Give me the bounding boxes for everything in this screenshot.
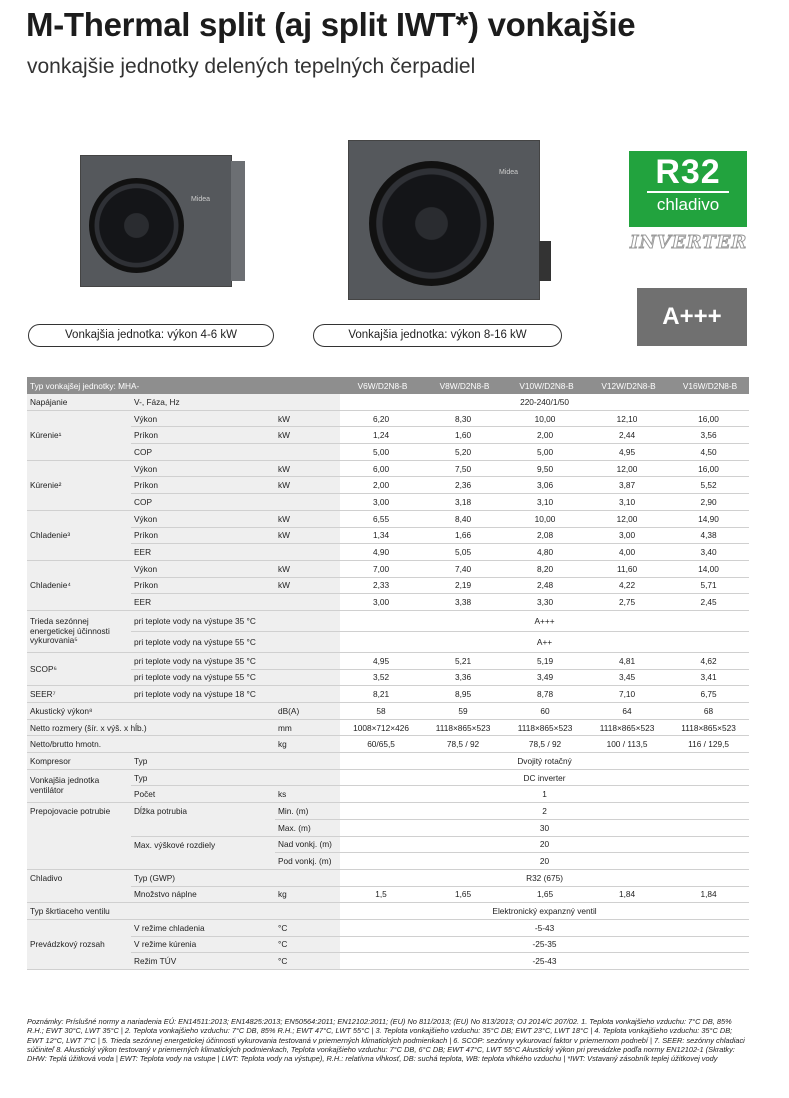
cell-value: 8,30 bbox=[422, 410, 504, 427]
cell-value: 12,00 bbox=[586, 460, 668, 477]
cell-value: 68 bbox=[668, 703, 749, 720]
table-row bbox=[27, 594, 749, 611]
table-row bbox=[27, 769, 749, 786]
cell-value: 2,00 bbox=[340, 477, 422, 494]
cell-value: 6,20 bbox=[340, 410, 422, 427]
table-row bbox=[27, 427, 749, 444]
row-param: pri teplote vody na výstupe 35 °C bbox=[131, 610, 340, 631]
row-param: Príkon bbox=[131, 477, 275, 494]
table-row bbox=[27, 410, 749, 427]
row-param: pri teplote vody na výstupe 18 °C bbox=[131, 686, 340, 703]
table-row bbox=[27, 460, 749, 477]
outdoor-unit-small-image bbox=[80, 155, 232, 287]
row-unit: kW bbox=[275, 460, 340, 477]
table-row bbox=[27, 544, 749, 561]
cell-value: 1118×865×523 bbox=[504, 719, 586, 736]
table-row bbox=[27, 953, 749, 970]
cell-value: 4,95 bbox=[340, 652, 422, 669]
row-label: Napájanie bbox=[27, 394, 131, 410]
row-unit: dB(A) bbox=[275, 703, 340, 720]
cell-value: 3,00 bbox=[586, 527, 668, 544]
cell-value: 4,62 bbox=[668, 652, 749, 669]
unit-side-panel bbox=[539, 241, 551, 281]
cell-value: 4,80 bbox=[504, 544, 586, 561]
table-row bbox=[27, 686, 749, 703]
row-label: Chladenie³ bbox=[27, 510, 131, 560]
row-value: 20 bbox=[340, 836, 749, 853]
row-unit bbox=[275, 594, 340, 611]
table-row bbox=[27, 527, 749, 544]
row-unit: kW bbox=[275, 577, 340, 594]
row-value: 20 bbox=[340, 853, 749, 870]
row-label: SCOP⁶ bbox=[27, 652, 131, 685]
cell-value: 3,38 bbox=[422, 594, 504, 611]
row-param: V režime chladenia bbox=[131, 919, 275, 936]
row-unit bbox=[275, 494, 340, 511]
cell-value: 4,95 bbox=[586, 444, 668, 461]
row-param: Výkon bbox=[131, 410, 275, 427]
row-unit bbox=[275, 544, 340, 561]
page-subtitle: vonkajšie jednotky delených tepelných čerpadiel bbox=[27, 55, 476, 78]
row-label: Chladenie⁴ bbox=[27, 560, 131, 610]
cell-value: 1,60 bbox=[422, 427, 504, 444]
cell-value: 1118×865×523 bbox=[668, 719, 749, 736]
row-value: DC inverter bbox=[340, 769, 749, 786]
row-unit: kW bbox=[275, 527, 340, 544]
cell-value: 5,19 bbox=[504, 652, 586, 669]
cell-value: 3,10 bbox=[586, 494, 668, 511]
cell-value: 64 bbox=[586, 703, 668, 720]
table-row bbox=[27, 786, 749, 803]
cell-value: 59 bbox=[422, 703, 504, 720]
row-unit: kW bbox=[275, 510, 340, 527]
caption-small-unit: Vonkajšia jednotka: výkon 4-6 kW bbox=[28, 324, 274, 347]
row-label: Kúrenie¹ bbox=[27, 410, 131, 460]
cell-value: 3,30 bbox=[504, 594, 586, 611]
table-row bbox=[27, 631, 749, 652]
table-row bbox=[27, 394, 749, 410]
cell-value: 12,00 bbox=[586, 510, 668, 527]
cell-value: 1118×865×523 bbox=[422, 719, 504, 736]
cell-value: 4,22 bbox=[586, 577, 668, 594]
cell-value: 3,45 bbox=[586, 669, 668, 686]
row-value: Dvojitý rotačný bbox=[340, 753, 749, 770]
row-param: Dĺžka potrubia bbox=[131, 803, 275, 836]
table-row bbox=[27, 652, 749, 669]
row-param: V-, Fáza, Hz bbox=[131, 394, 340, 410]
row-unit: Min. (m) bbox=[275, 803, 340, 820]
cell-value: 11,60 bbox=[586, 560, 668, 577]
row-unit: kW bbox=[275, 560, 340, 577]
cell-value: 8,40 bbox=[422, 510, 504, 527]
cell-value: 1,84 bbox=[586, 886, 668, 903]
r32-refrigerant-badge bbox=[629, 151, 747, 227]
cell-value: 1,5 bbox=[340, 886, 422, 903]
caption-large-unit: Vonkajšia jednotka: výkon 8-16 kW bbox=[313, 324, 562, 347]
cell-value: 2,75 bbox=[586, 594, 668, 611]
cell-value: 1008×712×426 bbox=[340, 719, 422, 736]
row-value: R32 (675) bbox=[340, 869, 749, 886]
row-unit: °C bbox=[275, 953, 340, 970]
table-row bbox=[27, 494, 749, 511]
row-unit: °C bbox=[275, 919, 340, 936]
row-param: Typ (GWP) bbox=[131, 869, 340, 886]
cell-value: 2,90 bbox=[668, 494, 749, 511]
cell-value: 100 / 113,5 bbox=[586, 736, 668, 753]
cell-value: 7,10 bbox=[586, 686, 668, 703]
cell-value: 5,71 bbox=[668, 577, 749, 594]
row-unit: ks bbox=[275, 786, 340, 803]
cell-value: 78,5 / 92 bbox=[422, 736, 504, 753]
row-label: Vonkajšia jednotka ventilátor bbox=[27, 769, 131, 802]
row-param: COP bbox=[131, 494, 275, 511]
row-param: EER bbox=[131, 594, 275, 611]
row-param: Typ bbox=[131, 769, 340, 786]
table-row bbox=[27, 444, 749, 461]
cell-value: 3,00 bbox=[340, 494, 422, 511]
row-param: Max. výškové rozdiely bbox=[131, 836, 275, 869]
table-row bbox=[27, 736, 749, 753]
row-unit: Nad vonkj. (m) bbox=[275, 836, 340, 853]
table-row bbox=[27, 560, 749, 577]
cell-value: 5,00 bbox=[340, 444, 422, 461]
cell-value: 8,78 bbox=[504, 686, 586, 703]
row-unit: kW bbox=[275, 427, 340, 444]
row-value: -25-43 bbox=[340, 953, 749, 970]
header-model: V12W/D2N8-B bbox=[586, 377, 668, 394]
cell-value: 1,84 bbox=[668, 886, 749, 903]
cell-value: 3,00 bbox=[340, 594, 422, 611]
cell-value: 4,90 bbox=[340, 544, 422, 561]
cell-value: 16,00 bbox=[668, 410, 749, 427]
row-value: A+++ bbox=[340, 610, 749, 631]
cell-value: 3,41 bbox=[668, 669, 749, 686]
row-unit: Max. (m) bbox=[275, 819, 340, 836]
row-unit: kW bbox=[275, 410, 340, 427]
cell-value: 5,21 bbox=[422, 652, 504, 669]
cell-value: 60 bbox=[504, 703, 586, 720]
row-param: Typ bbox=[131, 753, 340, 770]
table-row bbox=[27, 869, 749, 886]
row-unit: mm bbox=[275, 719, 340, 736]
table-row bbox=[27, 703, 749, 720]
cell-value: 12,10 bbox=[586, 410, 668, 427]
fan-icon bbox=[369, 161, 494, 286]
cell-value: 78,5 / 92 bbox=[504, 736, 586, 753]
row-value: 220-240/1/50 bbox=[340, 394, 749, 410]
header-model: V8W/D2N8-B bbox=[422, 377, 504, 394]
cell-value: 16,00 bbox=[668, 460, 749, 477]
cell-value: 5,00 bbox=[504, 444, 586, 461]
cell-value: 5,05 bbox=[422, 544, 504, 561]
cell-value: 2,33 bbox=[340, 577, 422, 594]
row-label: Chladivo bbox=[27, 869, 131, 902]
table-row bbox=[27, 919, 749, 936]
cell-value: 1,24 bbox=[340, 427, 422, 444]
cell-value: 14,90 bbox=[668, 510, 749, 527]
unit-side-panel bbox=[231, 161, 245, 281]
row-value: -25-35 bbox=[340, 936, 749, 953]
cell-value: 6,55 bbox=[340, 510, 422, 527]
cell-value: 58 bbox=[340, 703, 422, 720]
row-param: Počet bbox=[131, 786, 275, 803]
row-param: pri teplote vody na výstupe 55 °C bbox=[131, 669, 340, 686]
cell-value: 2,45 bbox=[668, 594, 749, 611]
row-unit: °C bbox=[275, 936, 340, 953]
row-param: Množstvo náplne bbox=[131, 886, 275, 903]
row-param: EER bbox=[131, 544, 275, 561]
cell-value: 4,38 bbox=[668, 527, 749, 544]
cell-value: 4,50 bbox=[668, 444, 749, 461]
table-row bbox=[27, 610, 749, 631]
row-label: Prevádzkový rozsah bbox=[27, 919, 131, 969]
cell-value: 1,65 bbox=[504, 886, 586, 903]
table-row bbox=[27, 753, 749, 770]
refrigerant-label: chladivo bbox=[656, 195, 720, 214]
cell-value: 3,56 bbox=[668, 427, 749, 444]
row-label: Kúrenie² bbox=[27, 460, 131, 510]
cell-value: 2,19 bbox=[422, 577, 504, 594]
row-value: Elektronický expanzný ventil bbox=[340, 903, 749, 920]
r32-label: R32 bbox=[647, 153, 729, 193]
cell-value: 2,08 bbox=[504, 527, 586, 544]
table-row bbox=[27, 886, 749, 903]
energy-class-badge: A+++ bbox=[637, 288, 747, 346]
cell-value: 4,00 bbox=[586, 544, 668, 561]
table-row bbox=[27, 903, 749, 920]
row-value: 1 bbox=[340, 786, 749, 803]
cell-value: 3,52 bbox=[340, 669, 422, 686]
fan-icon bbox=[89, 178, 184, 273]
cell-value: 1,66 bbox=[422, 527, 504, 544]
cell-value: 8,21 bbox=[340, 686, 422, 703]
row-param: Výkon bbox=[131, 460, 275, 477]
table-row bbox=[27, 836, 749, 853]
row-unit: kg bbox=[275, 736, 340, 753]
cell-value: 1,34 bbox=[340, 527, 422, 544]
cell-value: 10,00 bbox=[504, 410, 586, 427]
table-row bbox=[27, 477, 749, 494]
inverter-logo: INVERTER bbox=[630, 232, 748, 253]
row-param: Výkon bbox=[131, 510, 275, 527]
brand-logo: Midea bbox=[191, 196, 211, 203]
row-param: Výkon bbox=[131, 560, 275, 577]
row-param: Príkon bbox=[131, 577, 275, 594]
cell-value: 60/65,5 bbox=[340, 736, 422, 753]
row-unit: Pod vonkj. (m) bbox=[275, 853, 340, 870]
row-unit: kg bbox=[275, 886, 340, 903]
cell-value: 14,00 bbox=[668, 560, 749, 577]
cell-value: 6,75 bbox=[668, 686, 749, 703]
row-label: Netto/brutto hmotn. bbox=[27, 736, 275, 753]
row-param: pri teplote vody na výstupe 55 °C bbox=[131, 631, 340, 652]
cell-value: 4,81 bbox=[586, 652, 668, 669]
cell-value: 7,50 bbox=[422, 460, 504, 477]
row-value: A++ bbox=[340, 631, 749, 652]
table-row bbox=[27, 669, 749, 686]
row-param: Príkon bbox=[131, 527, 275, 544]
footnotes: Poznámky: Príslušné normy a nariadenia EÚ: EN14511:2013; EN14825:2013; EN50564:2011; EN12102:2011; (EU) No 811/2013; (EU) No 813/2013; OJ 2014/C 207/02. 1. Teplota vonkajšieho vzduchu: 7°C DB, 85% R.H.; EWT 30°C, LWT 35°C | 2. Teplota vonkajšieho vzduchu: 7°C DB, 85% R.H.; EWT 47°C, LWT 55°C | 3. Teplota vonkajšieho vzduchu: 35°C DB; EWT 23°C, LWT 18°C | 4. Teplota vonkajšieho vzduchu: 35°C DB; EWT 12°C, LWT 7°C | 5. Trieda sezónnej energetickej účinnosti vykurovania testovaná v priemerných klimatických podmienkach | 6. SCOP: sezónny vykurovací faktor v priemernom podnebí | 7. SEER: sezónny chladiaci súčiniteľ 8. Akustický výkon testovaný v priemerných klimatických podmienkach, Teplota vonkajšieho vzduchu: 7°C DB, 6°C DB; EWT 47°C, LWT 55°C Akustický výkon pri prevádzke podľa normy EN12102-1 (Skratky: DHW: Teplá úžitková voda | EWT: Teplota vody na vstupe | LWT: Teplota vody na výstupe), R.H.: relatívna vlhkosť, DB: suchá teplota, WB: teplota vlhkého vzduchu | *IWT: Vstavaný zásobník teplej úžitkovej vody bbox=[27, 1017, 745, 1064]
cell-value: 1118×865×523 bbox=[586, 719, 668, 736]
row-label: Typ škrtiaceho ventilu bbox=[27, 903, 340, 920]
header-label: Typ vonkajšej jednotky: MHA- bbox=[27, 377, 340, 394]
brand-logo: Midea bbox=[499, 169, 519, 176]
cell-value: 3,06 bbox=[504, 477, 586, 494]
cell-value: 10,00 bbox=[504, 510, 586, 527]
row-label: SEER⁷ bbox=[27, 686, 131, 703]
cell-value: 7,00 bbox=[340, 560, 422, 577]
table-row bbox=[27, 803, 749, 820]
table-row bbox=[27, 510, 749, 527]
row-param: pri teplote vody na výstupe 35 °C bbox=[131, 652, 340, 669]
header-model: V10W/D2N8-B bbox=[504, 377, 586, 394]
cell-value: 8,20 bbox=[504, 560, 586, 577]
cell-value: 1,65 bbox=[422, 886, 504, 903]
row-label: Trieda sezónnej energetickej účinnosti vykurovania⁵ bbox=[27, 610, 131, 652]
row-param: COP bbox=[131, 444, 275, 461]
cell-value: 3,10 bbox=[504, 494, 586, 511]
cell-value: 5,52 bbox=[668, 477, 749, 494]
cell-value: 2,48 bbox=[504, 577, 586, 594]
row-label: Akustický výkon⁸ bbox=[27, 703, 275, 720]
row-label: Kompresor bbox=[27, 753, 131, 770]
table-row bbox=[27, 577, 749, 594]
cell-value: 7,40 bbox=[422, 560, 504, 577]
table-header-row bbox=[27, 377, 749, 394]
row-label: Netto rozmery (šír. x výš. x hĺb.) bbox=[27, 719, 275, 736]
row-label: Prepojovacie potrubie bbox=[27, 803, 131, 870]
spec-table bbox=[27, 377, 749, 970]
row-value: 30 bbox=[340, 819, 749, 836]
cell-value: 3,40 bbox=[668, 544, 749, 561]
row-param: Režim TÚV bbox=[131, 953, 275, 970]
row-unit: kW bbox=[275, 477, 340, 494]
row-param: Príkon bbox=[131, 427, 275, 444]
page-title: M-Thermal split (aj split IWT*) vonkajšie bbox=[26, 6, 636, 43]
cell-value: 116 / 129,5 bbox=[668, 736, 749, 753]
cell-value: 3,49 bbox=[504, 669, 586, 686]
row-unit bbox=[275, 444, 340, 461]
cell-value: 5,20 bbox=[422, 444, 504, 461]
header-model: V16W/D2N8-B bbox=[668, 377, 749, 394]
cell-value: 9,50 bbox=[504, 460, 586, 477]
outdoor-unit-large-image bbox=[348, 140, 540, 300]
cell-value: 2,44 bbox=[586, 427, 668, 444]
cell-value: 3,18 bbox=[422, 494, 504, 511]
cell-value: 2,36 bbox=[422, 477, 504, 494]
table-row bbox=[27, 719, 749, 736]
header-model: V6W/D2N8-B bbox=[340, 377, 422, 394]
cell-value: 3,87 bbox=[586, 477, 668, 494]
row-param: V režime kúrenia bbox=[131, 936, 275, 953]
cell-value: 3,36 bbox=[422, 669, 504, 686]
row-value: 2 bbox=[340, 803, 749, 820]
cell-value: 6,00 bbox=[340, 460, 422, 477]
row-value: -5-43 bbox=[340, 919, 749, 936]
cell-value: 2,00 bbox=[504, 427, 586, 444]
cell-value: 8,95 bbox=[422, 686, 504, 703]
table-row bbox=[27, 936, 749, 953]
